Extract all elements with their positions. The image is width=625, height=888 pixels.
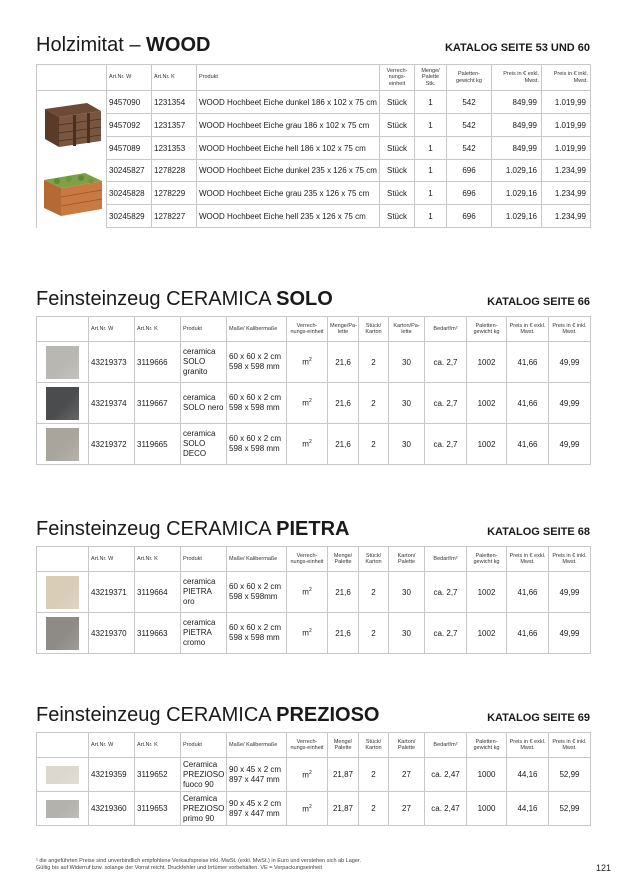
solo-tile-image	[37, 383, 89, 424]
prezioso-table	[36, 732, 591, 826]
prezioso-header-6: Stück/ Karton	[359, 733, 389, 758]
solo-tile-image	[37, 342, 89, 383]
solo-w: 43219372	[89, 424, 135, 465]
table-row	[37, 342, 591, 383]
pietra-k: 3119663	[135, 613, 181, 654]
pietra-header-11: Preis in € inkl. Mwst.	[549, 547, 591, 572]
dimension-mm: 598 x 598 mm	[229, 362, 280, 371]
dimension-cm: 60 x 60 x 2 cm	[229, 393, 282, 402]
planted-wooden-bed-icon	[39, 164, 105, 222]
pietra-product: ceramica PIETRA cromo	[181, 613, 227, 654]
solo-header-1: Art.Nr. K	[135, 317, 181, 342]
pietra-header-1: Art.Nr. K	[135, 547, 181, 572]
pietra-inkl: 49,99	[549, 613, 591, 654]
pietra-karton: 30	[389, 613, 425, 654]
solo-heading	[36, 284, 590, 310]
wood-header-exkl: Preis in € exkl. Mwst.	[492, 65, 542, 91]
solo-qty: 21,6	[328, 342, 359, 383]
solo-qty: 21,6	[328, 424, 359, 465]
table-row	[37, 383, 591, 424]
pietra-w: 43219370	[89, 613, 135, 654]
footer-note	[36, 858, 361, 872]
solo-header-4: Verrech-nungs-einheit	[287, 317, 328, 342]
solo-title: Feinsteinzeug CERAMICA SOLO	[36, 288, 333, 310]
pietra-header-10: Preis in € exkl. Mwst.	[507, 547, 549, 572]
pietra-title: Feinsteinzeug CERAMICA PIETRA	[36, 518, 350, 540]
pietra-header-0: Art.Nr. W	[89, 547, 135, 572]
dimension-cm: 60 x 60 x 2 cm	[229, 352, 282, 361]
pietra-tile-image	[37, 613, 89, 654]
wood-title: Holzimitat – WOOD	[36, 34, 211, 56]
prezioso-karton: 27	[389, 758, 425, 792]
wood-planter-small-image	[37, 91, 107, 160]
prezioso-stk: 2	[359, 792, 389, 826]
pietra-header-6: Stück/ Karton	[359, 547, 389, 572]
prezioso-unit: $m^2$	[287, 758, 328, 792]
pietra-catalog-ref: KATALOG SEITE 68	[487, 526, 590, 538]
solo-stk: 2	[359, 342, 389, 383]
solo-unit: $m^2$	[287, 424, 328, 465]
wood-header-produkt: Produkt	[197, 65, 380, 91]
prezioso-weight: 1000	[467, 758, 507, 792]
pietra-inkl: 49,99	[549, 572, 591, 613]
solo-inkl: 49,99	[549, 424, 591, 465]
prezioso-qty: 21,87	[328, 792, 359, 826]
solo-product: ceramica SOLO nero	[181, 383, 227, 424]
pietra-tile-image	[37, 572, 89, 613]
pietra-qty: 21,6	[328, 572, 359, 613]
prezioso-header-9: Paletten-gewicht kg	[467, 733, 507, 758]
tile-swatch	[46, 428, 79, 461]
pietra-bedarf: ca. 2,7	[425, 613, 467, 654]
dimension-cm: 60 x 60 x 2 cm	[229, 434, 282, 443]
prezioso-exkl: 44,16	[507, 758, 549, 792]
dimension-mm: 598 x 598 mm	[229, 444, 280, 453]
prezioso-header-8: Bedarf/m²	[425, 733, 467, 758]
dimension-cm: 60 x 60 x 2 cm	[229, 582, 282, 591]
wood-header-art-w: Art.Nr. W	[107, 65, 152, 91]
solo-qty: 21,6	[328, 383, 359, 424]
wooden-planter-icon	[39, 95, 105, 153]
dimension-mm: 897 x 447 mm	[229, 808, 280, 818]
pietra-unit: $m^2$	[287, 613, 328, 654]
solo-header-5: Menge/Pa-lette	[328, 317, 359, 342]
pietra-header-9: Paletten-gewicht kg	[467, 547, 507, 572]
wood-heading	[36, 30, 590, 56]
prezioso-stk: 2	[359, 758, 389, 792]
pietra-weight: 1002	[467, 613, 507, 654]
solo-product: ceramica SOLO granito	[181, 342, 227, 383]
pietra-table	[36, 546, 591, 654]
table-row	[37, 792, 591, 826]
prezioso-qty: 21,87	[328, 758, 359, 792]
prezioso-catalog-ref: KATALOG SEITE 69	[487, 712, 590, 724]
solo-inkl: 49,99	[549, 342, 591, 383]
prezioso-product: Ceramica PREZIOSO primo 90	[181, 792, 227, 826]
pietra-bedarf: ca. 2,7	[425, 572, 467, 613]
pietra-dimensions	[227, 572, 287, 613]
table-row: 9457092 1231357 WOOD Hochbeet Eiche grau 186 x 102 x 75 cm Stück 1 542 849,99 1.019,99	[37, 114, 591, 137]
pietra-k: 3119664	[135, 572, 181, 613]
solo-table	[36, 316, 591, 465]
pietra-header-4: Verrech-nungs-einheit	[287, 547, 328, 572]
dimension-mm: 598 x 598mm	[229, 592, 278, 601]
solo-karton: 30	[389, 424, 425, 465]
prezioso-heading	[36, 700, 590, 726]
solo-bedarf: ca. 2,7	[425, 383, 467, 424]
solo-header-6: Stück/ Karton	[359, 317, 389, 342]
pietra-stk: 2	[359, 572, 389, 613]
solo-header-3: Maße/ Kalibermaße	[227, 317, 287, 342]
prezioso-unit: $m^2$	[287, 792, 328, 826]
prezioso-header-10: Preis in € exkl. Mwst.	[507, 733, 549, 758]
solo-image-header	[37, 317, 89, 342]
table-row	[37, 424, 591, 465]
prezioso-w: 43219359	[89, 758, 135, 792]
wood-header-weight: Paletten-gewicht kg	[447, 65, 492, 91]
solo-bedarf: ca. 2,7	[425, 342, 467, 383]
wood-header-unit: Verrech-nungs-einheit	[380, 65, 415, 91]
solo-weight: 1002	[467, 342, 507, 383]
prezioso-header-0: Art.Nr. W	[89, 733, 135, 758]
wood-header-inkl: Preis in € inkl. Mwst.	[542, 65, 591, 91]
prezioso-header-7: Karton/ Palette	[389, 733, 425, 758]
pietra-qty: 21,6	[328, 613, 359, 654]
tile-swatch	[46, 617, 79, 650]
pietra-w: 43219371	[89, 572, 135, 613]
solo-stk: 2	[359, 424, 389, 465]
table-row: 9457089 1231353 WOOD Hochbeet Eiche hell 186 x 102 x 75 cm Stück 1 542 849,99 1.019,99	[37, 137, 591, 160]
prezioso-product: Ceramica PREZIOSO fuoco 90	[181, 758, 227, 792]
prezioso-header-11: Preis in € inkl. Mwst.	[549, 733, 591, 758]
solo-w: 43219373	[89, 342, 135, 383]
pietra-header-8: Bedarf/m²	[425, 547, 467, 572]
table-row: 30245829 1278227 WOOD Hochbeet Eiche hell 235 x 126 x 75 cm Stück 1 696 1.029,16 1.234,99	[37, 205, 591, 228]
tile-swatch	[46, 576, 79, 609]
pietra-karton: 30	[389, 572, 425, 613]
dimension-cm: 90 x 45 x 2 cm	[229, 798, 282, 808]
wood-header-menge: Menge/ Palette Stk.	[415, 65, 447, 91]
solo-exkl: 41,66	[507, 383, 549, 424]
solo-header-11: Preis in € inkl. Mwst.	[549, 317, 591, 342]
pietra-weight: 1002	[467, 572, 507, 613]
prezioso-inkl: 52,99	[549, 792, 591, 826]
tile-swatch	[46, 387, 79, 420]
prezioso-title: Feinsteinzeug CERAMICA PREZIOSO	[36, 704, 380, 726]
pietra-header-5: Menge/ Palette	[328, 547, 359, 572]
footer-line-1: ¹ die angeführten Preise sind unverbindlich empfohlene Verkaufspreise inkl. MwSt. (exkl. MwSt.) in Euro und verstehen sich ab Lager.	[36, 858, 361, 864]
prezioso-inkl: 52,99	[549, 758, 591, 792]
dimension-mm: 897 x 447 mm	[229, 774, 280, 784]
page-number: 121	[595, 863, 611, 873]
solo-header-0: Art.Nr. W	[89, 317, 135, 342]
solo-dimensions	[227, 383, 287, 424]
solo-catalog-ref: KATALOG SEITE 66	[487, 296, 590, 308]
wood-planter-large-image	[37, 160, 107, 228]
solo-weight: 1002	[467, 383, 507, 424]
solo-inkl: 49,99	[549, 383, 591, 424]
prezioso-tile-image	[37, 792, 89, 826]
tile-swatch	[46, 346, 79, 379]
table-row	[37, 572, 591, 613]
solo-exkl: 41,66	[507, 342, 549, 383]
wood-catalog-ref: KATALOG SEITE 53 UND 60	[444, 42, 590, 54]
solo-weight: 1002	[467, 424, 507, 465]
pietra-unit: $m^2$	[287, 572, 328, 613]
table-row	[37, 613, 591, 654]
wood-header-art-k: Art.Nr. K	[152, 65, 197, 91]
solo-header-10: Preis in € exkl. Mwst.	[507, 317, 549, 342]
solo-karton: 30	[389, 342, 425, 383]
prezioso-exkl: 44,16	[507, 792, 549, 826]
solo-tile-image	[37, 424, 89, 465]
solo-bedarf: ca. 2,7	[425, 424, 467, 465]
dimension-cm: 90 x 45 x 2 cm	[229, 764, 282, 774]
pietra-stk: 2	[359, 613, 389, 654]
footer-line-2: Gültig bis auf Widerruf bzw. solange der Vorrat reicht. Druckfehler und Irrtümer vorbehalten. VE = Verpackungseinheit	[36, 865, 322, 871]
solo-stk: 2	[359, 383, 389, 424]
solo-unit: $m^2$	[287, 383, 328, 424]
prezioso-image-header	[37, 733, 89, 758]
prezioso-karton: 27	[389, 792, 425, 826]
dimension-cm: 60 x 60 x 2 cm	[229, 623, 282, 632]
solo-dimensions	[227, 342, 287, 383]
prezioso-k: 3119653	[135, 792, 181, 826]
prezioso-header-2: Produkt	[181, 733, 227, 758]
prezioso-dimensions	[227, 758, 287, 792]
pietra-product: ceramica PIETRA oro	[181, 572, 227, 613]
pietra-header-7: Karton/ Palette	[389, 547, 425, 572]
prezioso-tile-image	[37, 758, 89, 792]
prezioso-header-4: Verrech-nungs-einheit	[287, 733, 328, 758]
prezioso-header-1: Art.Nr. K	[135, 733, 181, 758]
solo-k: 3119665	[135, 424, 181, 465]
table-row: 9457090 1231354 WOOD Hochbeet Eiche dunkel 186 x 102 x 75 cm Stück 1 542 849,99 1.019,99	[37, 91, 591, 114]
wood-table	[36, 64, 591, 228]
solo-header-8: Bedarf/m²	[425, 317, 467, 342]
prezioso-header-5: Menge/ Palette	[328, 733, 359, 758]
solo-unit: $m^2$	[287, 342, 328, 383]
pietra-exkl: 41,66	[507, 613, 549, 654]
prezioso-weight: 1000	[467, 792, 507, 826]
pietra-header-3: Maße/ Kalibermaße	[227, 547, 287, 572]
pietra-header-2: Produkt	[181, 547, 227, 572]
dimension-mm: 598 x 598 mm	[229, 633, 280, 642]
table-row: 30245827 1278228 WOOD Hochbeet Eiche dunkel 235 x 126 x 75 cm Stück 1 696 1.029,16 1.234,99	[37, 160, 591, 182]
solo-header-2: Produkt	[181, 317, 227, 342]
pietra-heading	[36, 514, 590, 540]
pietra-dimensions	[227, 613, 287, 654]
solo-header-7: Karton/Pa-lette	[389, 317, 425, 342]
solo-header-9: Paletten-gewicht kg	[467, 317, 507, 342]
tile-swatch	[46, 766, 79, 784]
tile-swatch	[46, 800, 79, 818]
prezioso-dimensions	[227, 792, 287, 826]
solo-w: 43219374	[89, 383, 135, 424]
wood-image-header	[37, 65, 107, 91]
solo-k: 3119666	[135, 342, 181, 383]
table-row	[37, 758, 591, 792]
prezioso-bedarf: ca. 2,47	[425, 792, 467, 826]
solo-exkl: 41,66	[507, 424, 549, 465]
prezioso-header-3: Maße/ Kalibermaße	[227, 733, 287, 758]
solo-k: 3119667	[135, 383, 181, 424]
pietra-exkl: 41,66	[507, 572, 549, 613]
table-row: 30245828 1278229 WOOD Hochbeet Eiche grau 235 x 126 x 75 cm Stück 1 696 1.029,16 1.234,99	[37, 182, 591, 205]
prezioso-w: 43219360	[89, 792, 135, 826]
pietra-image-header	[37, 547, 89, 572]
prezioso-bedarf: ca. 2,47	[425, 758, 467, 792]
solo-karton: 30	[389, 383, 425, 424]
prezioso-k: 3119652	[135, 758, 181, 792]
dimension-mm: 598 x 598 mm	[229, 403, 280, 412]
solo-dimensions	[227, 424, 287, 465]
solo-product: ceramica SOLO DECO	[181, 424, 227, 465]
